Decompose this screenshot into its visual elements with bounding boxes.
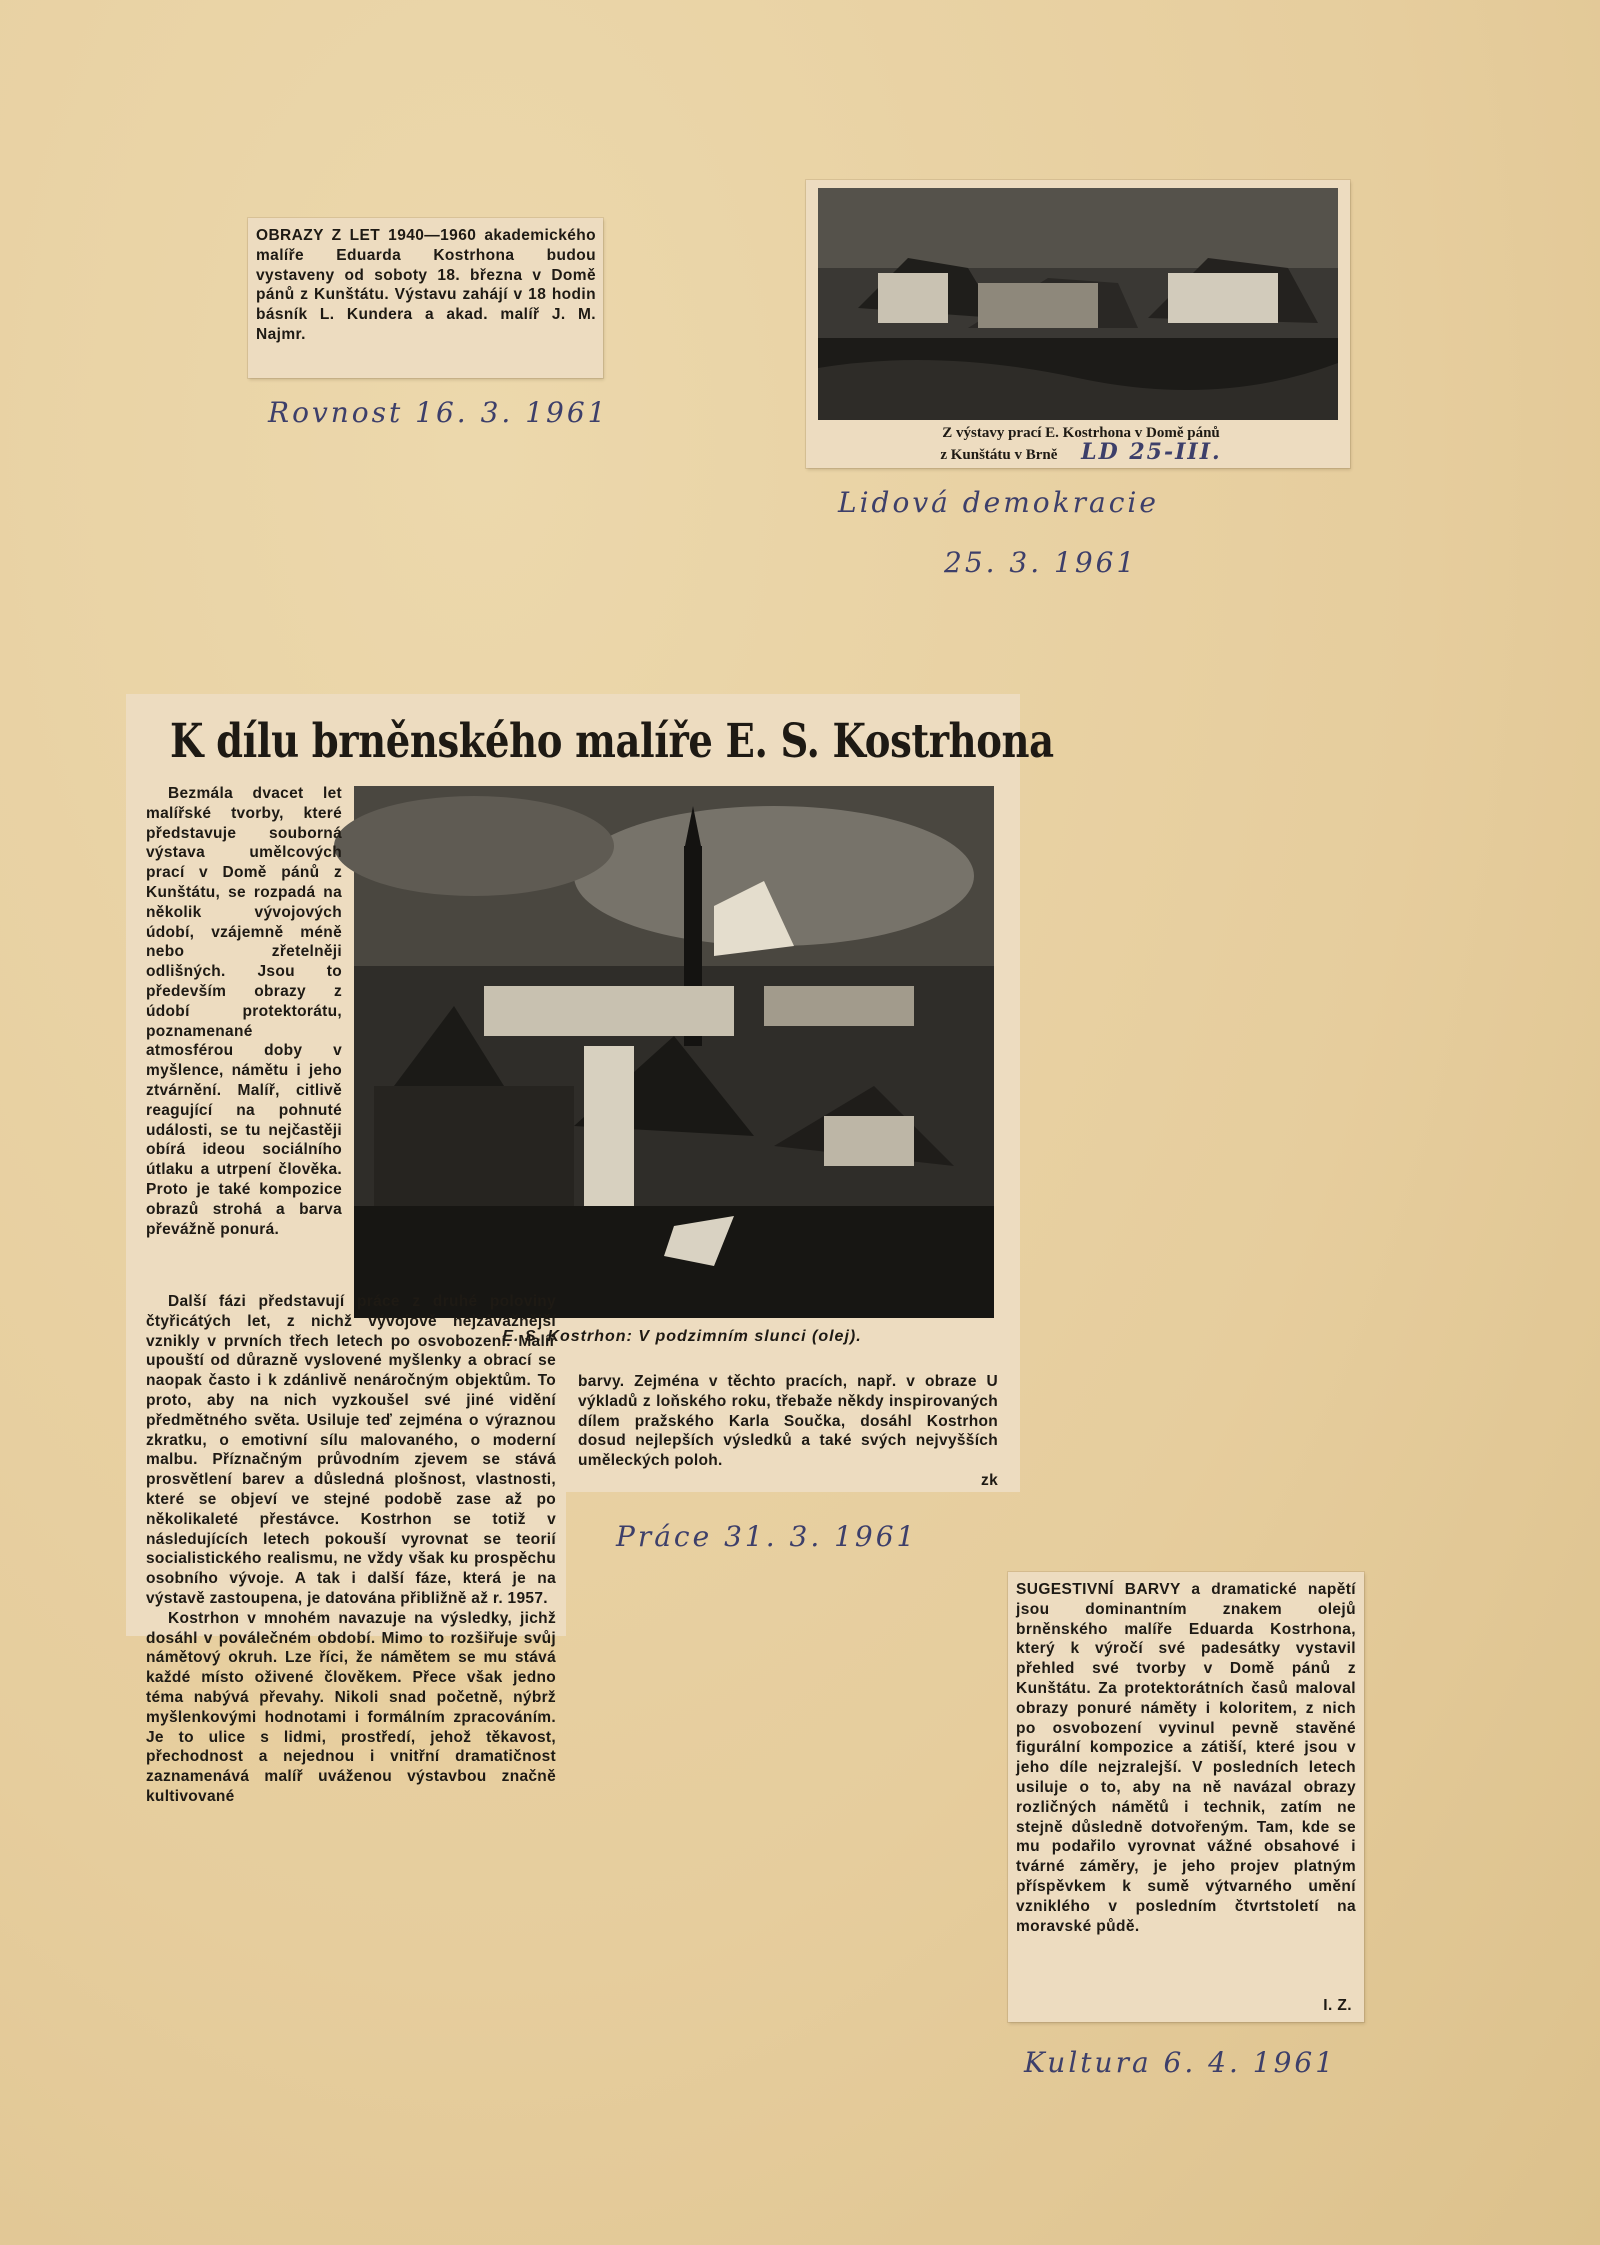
- note-prace-date: Práce 31. 3. 1961: [616, 1520, 918, 1553]
- ld-caption-line2-row: [826, 439, 1336, 465]
- rovnost-text: akademického malíře Eduarda Kostrhona budou vystaveny od soboty 18. března v Domě pánů z Kunštátu. Výstavu zahájí v 18 hodin básník L. Kundera a akad. malíř J. M. Najmr.: [256, 227, 596, 343]
- prace-paragraph-3: Kostrhon v mnohém navazuje na výsledky, jichž dosáhl v poválečném období. Mimo to rozšiřuje svůj námětový okruh. Lze říci, že námětem se mu stává každé místo oživené člověkem. Přece však jedno téma nabývá převahy. Nikoli snad početně, nýbrž myšlenkovými hodnotami i formálním zpracováním. Je to ulice s lidmi, prostředí, jehož těkavost, přechodnost a nejednou i vnitřní dramatičnost zaznamenává malíř uváženou výstavbou značně kultivované: [146, 1609, 556, 1805]
- kultura-signature: I. Z.: [1323, 1997, 1352, 2015]
- prace-painting: [354, 786, 994, 1318]
- note-ld-date: 25. 3. 1961: [944, 546, 1138, 579]
- prace-image-caption: E. S. Kostrhon: V podzimním slunci (olej).: [502, 1328, 862, 1345]
- ld-photo-illustration: [818, 188, 1338, 420]
- ld-caption-line1: Z výstavy prací E. Kostrhona v Domě pánů: [942, 425, 1220, 441]
- ld-exhibition-photo: [818, 188, 1338, 420]
- ld-caption-line2: z Kunštátu v Brně: [940, 447, 1058, 463]
- clipping-lidova-demokracie: [806, 180, 1350, 468]
- prace-column-2: [578, 1372, 998, 1491]
- prace-paragraph-col2: barvy. Zejména v těchto pracích, např. v obraze U výkladů z loňského roku, třebaže někdy inspirovaných dílem pražského Karla Součka, dosáhl Kostrhon dosud nejlepších výsledků a také svých nejvyšších uměleckých poloh.: [578, 1373, 998, 1470]
- prace-signature: zk: [981, 1471, 998, 1489]
- prace-paragraph-1: Bezmála dvacet let malířské tvorby, které představuje souborná výstava umělcových prací v Domě pánů z Kunštátu, se rozpadá na několik vývojových údobí, vzájemně méně nebo zřetelněji odlišných. Jsou to především obrazy z údobí protektorátu, poznamenané atmosférou doby v myšlence, námětu i jeho ztvárnění. Malíř, citlivě reagující na pohnuté události, se tu nejčastěji obírá ideou sociálního útlaku a utrpení člověka. Proto je také kompozice obrazů strohá a barva převážně ponurá.: [146, 785, 342, 1238]
- note-rovnost-date: Rovnost 16. 3. 1961: [268, 396, 609, 429]
- prace-column-1-bottom: [146, 1292, 556, 1805]
- kultura-text: a dramatické napětí jsou dominantním znakem olejů brněnského malíře Eduarda Kostrhona, který k výročí své padesátky vystavil přehled své tvorby v Domě pánů z Kunštátu. Za protektorátních časů maloval obrazy ponuré náměty i koloritem, z nich po osvobození vyvinul pevně stavěné figurální kompozice a zátiší, které jsou v jeho díle nejzralejší. V posledních letech usiluje o to, aby na ně navázal obrazy rozličných námětů i technik, zatím ne stejně důsledně dotvořeným. Tam, kde se mu podařilo vyrovnat vážné obsahové i tvárné záměry, je jeho projev platným příspěvkem k sumě výtvarného umění vzniklého v posledním čtvrtstoletí na moravské půdě.: [1016, 1581, 1356, 1935]
- note-ld-name: Lidová demokracie: [838, 486, 1159, 519]
- kultura-lead: SUGESTIVNÍ BARVY: [1016, 1581, 1181, 1598]
- clipping-kultura: [1008, 1572, 1364, 2022]
- ld-caption-mark: LD 25-III.: [1081, 439, 1222, 465]
- prace-paragraph-2: Další fázi představují práce z druhé poloviny čtyřicátých let, z nichž vývojově nejzávažnější vznikly v prvních třech letech po osvobození. Malíř upouští od důrazně vyslovené myšlenky a obrací se naopak často i k zdánlivě nenáročným objektům. To proto, aby na nich vyzkoušel své jiné vidění předmětného světa. Usiluje teď zejména o výraznou zkratku, o emotivní sílu malovaného, o moderní malbu. Příznačným průvodním zjevem se stává prosvětlení barev a důsledná plošnost, vlastnosti, které se objeví ve stejné podobě zase až po několikaleté přestávce. Kostrhon se totiž v následujících letech pokouší vyrovnat se teorií socialistického realismu, ne vždy však ku prospěchu osobního vývoje. A tak i další fáze, která je na výstavě zastoupena, je datována přibližně až r. 1957.: [146, 1293, 556, 1607]
- prace-column-1-top: [146, 784, 342, 1239]
- kultura-article: [1016, 1580, 1356, 1936]
- prace-painting-illustration: [354, 786, 994, 1318]
- note-kultura-date: Kultura 6. 4. 1961: [1024, 2046, 1337, 2079]
- prace-headline: K dílu brněnského malíře E. S. Kostrhona: [170, 714, 1054, 769]
- rovnost-title: OBRAZY Z LET 1940—1960: [256, 227, 477, 244]
- ld-caption: [826, 424, 1336, 465]
- clipping-rovnost: [248, 218, 603, 378]
- rovnost-article: [256, 226, 596, 345]
